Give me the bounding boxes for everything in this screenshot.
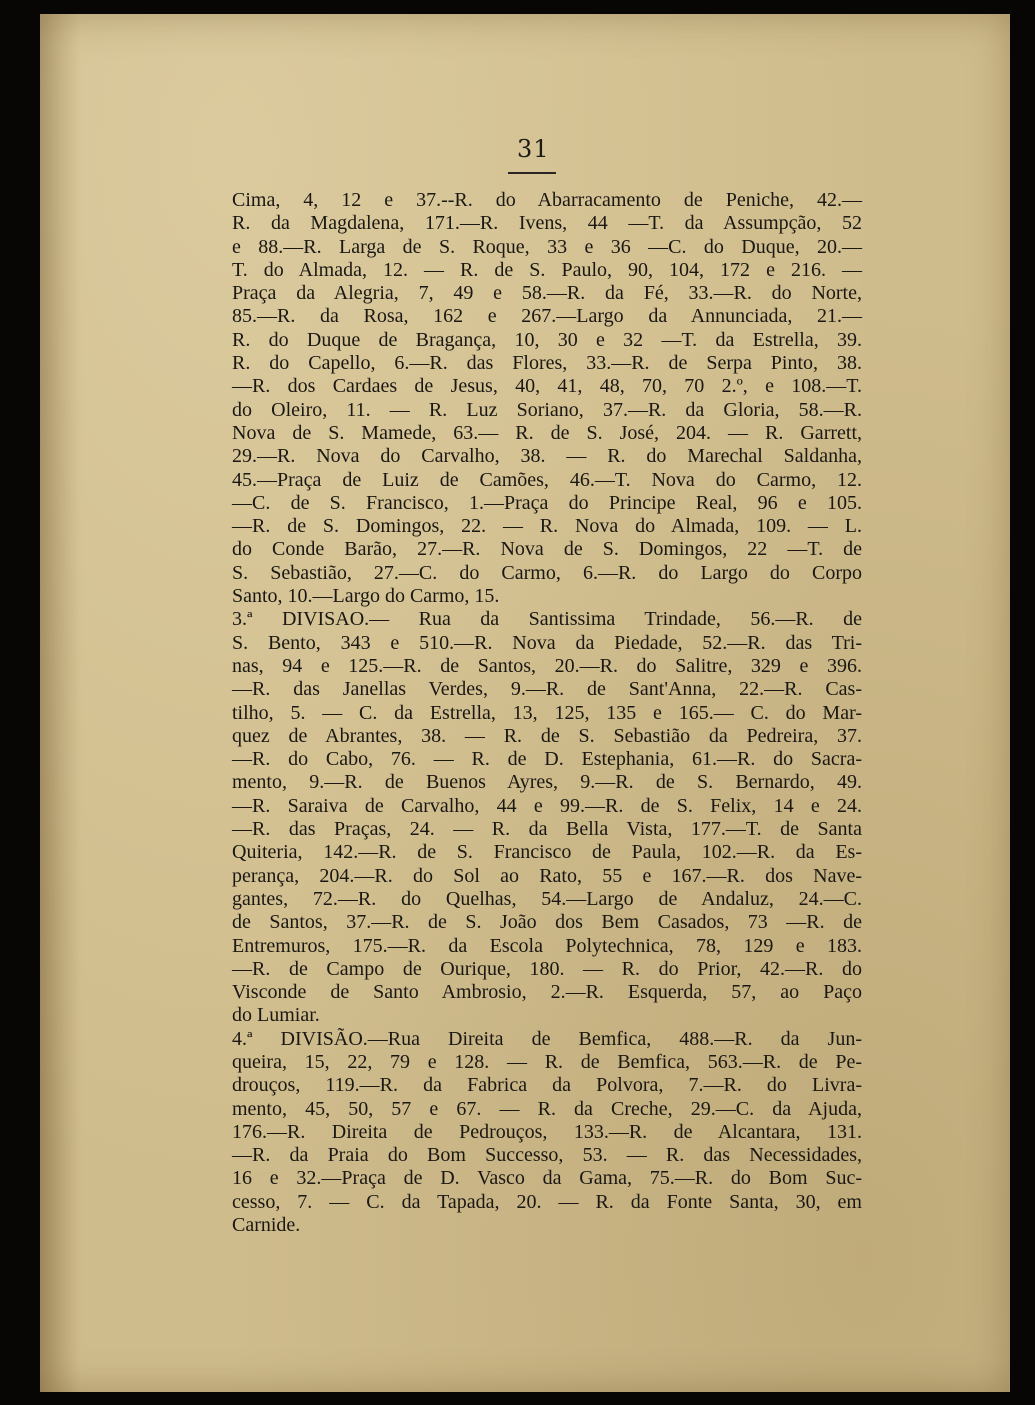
text-line: 16 e 32.—Praça de D. Vasco da Gama, 75.—R. do Bom Suc- — [232, 1167, 862, 1190]
text-line: Santo, 10.—Largo do Carmo, 15. — [232, 585, 500, 608]
text-line: quez de Abrantes, 38. — R. de S. Sebastião da Pedreira, 37. — [232, 724, 862, 747]
text-line: 4.ª DIVISÃO.—Rua Direita de Bemfica, 488.—R. da Jun- — [232, 1027, 862, 1050]
text-line: e 88.—R. Larga de S. Roque, 33 e 36 —C. do Duque, 20.— — [232, 235, 862, 258]
text-line: queira, 15, 22, 79 e 128. — R. de Bemfica, 563.—R. de Pe- — [232, 1050, 862, 1073]
text-line: R. do Duque de Bragança, 10, 30 e 32 —T. da Estrella, 39. — [232, 328, 862, 351]
book-page — [40, 14, 1010, 1392]
page-number-rule — [508, 172, 556, 174]
text-line: mento, 45, 50, 57 e 67. — R. da Creche, 29.—C. da Ajuda, — [232, 1097, 862, 1120]
text-line: —C. de S. Francisco, 1.—Praça do Principe Real, 96 e 105. — [232, 491, 862, 514]
text-line: do Conde Barão, 27.—R. Nova de S. Domingos, 22 —T. de — [232, 538, 862, 561]
text-line: R. da Magdalena, 171.—R. Ivens, 44 —T. da Assumpção, 52 — [232, 212, 862, 235]
text-line: Quiteria, 142.—R. de S. Francisco de Paula, 102.—R. da Es- — [232, 841, 862, 864]
text-line: Praça da Alegria, 7, 49 e 58.—R. da Fé, 33.—R. do Norte, — [232, 282, 862, 305]
text-line: 29.—R. Nova do Carvalho, 38. — R. do Marechal Saldanha, — [232, 445, 862, 468]
text-line: Nova de S. Mamede, 63.— R. de S. José, 204. — R. Garrett, — [232, 421, 862, 444]
text-line: —R. da Praia do Bom Successo, 53. — R. das Necessidades, — [232, 1144, 862, 1167]
text-line: drouços, 119.—R. da Fabrica da Polvora, 7.—R. do Livra- — [232, 1074, 862, 1097]
text-line: gantes, 72.—R. do Quelhas, 54.—Largo de Andaluz, 24.—C. — [232, 887, 862, 910]
text-line: —R. de S. Domingos, 22. — R. Nova do Almada, 109. — L. — [232, 515, 862, 538]
text-line: de Santos, 37.—R. de S. João dos Bem Casados, 73 —R. de — [232, 911, 862, 934]
page-number: 31 — [517, 135, 550, 163]
body-text — [232, 189, 862, 1237]
text-line: mento, 9.—R. de Buenos Ayres, 9.—R. de S. Bernardo, 49. — [232, 771, 862, 794]
text-line: Carnide. — [232, 1214, 301, 1237]
text-line: S. Sebastião, 27.—C. do Carmo, 6.—R. do Largo do Corpo — [232, 561, 862, 584]
text-line: —R. Saraiva de Carvalho, 44 e 99.—R. de S. Felix, 14 e 24. — [232, 794, 862, 817]
text-line: 3.ª DIVISAO.— Rua da Santissima Trindade, 56.—R. de — [232, 608, 862, 631]
text-line: 85.—R. da Rosa, 162 e 267.—Largo da Annunciada, 21.— — [232, 305, 862, 328]
text-line: T. do Almada, 12. — R. de S. Paulo, 90, 104, 172 e 216. — — [232, 258, 862, 281]
text-line: —R. das Praças, 24. — R. da Bella Vista, 177.—T. de Santa — [232, 818, 862, 841]
text-line: tilho, 5. — C. da Estrella, 13, 125, 135 e 165.— C. do Mar- — [232, 701, 862, 724]
text-line: Visconde de Santo Ambrosio, 2.—R. Esquerda, 57, ao Paço — [232, 981, 862, 1004]
text-line: 45.—Praça de Luiz de Camões, 46.—T. Nova do Carmo, 12. — [232, 468, 862, 491]
text-line: —R. de Campo de Ourique, 180. — R. do Prior, 42.—R. do — [232, 957, 862, 980]
text-line: cesso, 7. — C. da Tapada, 20. — R. da Fonte Santa, 30, em — [232, 1190, 862, 1213]
text-line: —R. do Cabo, 76. — R. de D. Estephania, 61.—R. do Sacra- — [232, 748, 862, 771]
text-line: 176.—R. Direita de Pedrouços, 133.—R. de Alcantara, 131. — [232, 1120, 862, 1143]
text-line: do Lumiar. — [232, 1004, 320, 1027]
text-line: S. Bento, 343 e 510.—R. Nova da Piedade, 52.—R. das Tri- — [232, 631, 862, 654]
text-line: nas, 94 e 125.—R. de Santos, 20.—R. do Salitre, 329 e 396. — [232, 654, 862, 677]
text-line: do Oleiro, 11. — R. Luz Soriano, 37.—R. da Gloria, 58.—R. — [232, 398, 862, 421]
text-line: R. do Capello, 6.—R. das Flores, 33.—R. de Serpa Pinto, 38. — [232, 352, 862, 375]
text-line: —R. das Janellas Verdes, 9.—R. de Sant'Anna, 22.—R. Cas- — [232, 678, 862, 701]
text-line: Entremuros, 175.—R. da Escola Polytechnica, 78, 129 e 183. — [232, 934, 862, 957]
text-line: Cima, 4, 12 e 37.--R. do Abarracamento de Peniche, 42.— — [232, 189, 862, 211]
text-line: perança, 204.—R. do Sol ao Rato, 55 e 167.—R. dos Nave- — [232, 864, 862, 887]
text-line: —R. dos Cardaes de Jesus, 40, 41, 48, 70, 70 2.º, e 108.—T. — [232, 375, 862, 398]
